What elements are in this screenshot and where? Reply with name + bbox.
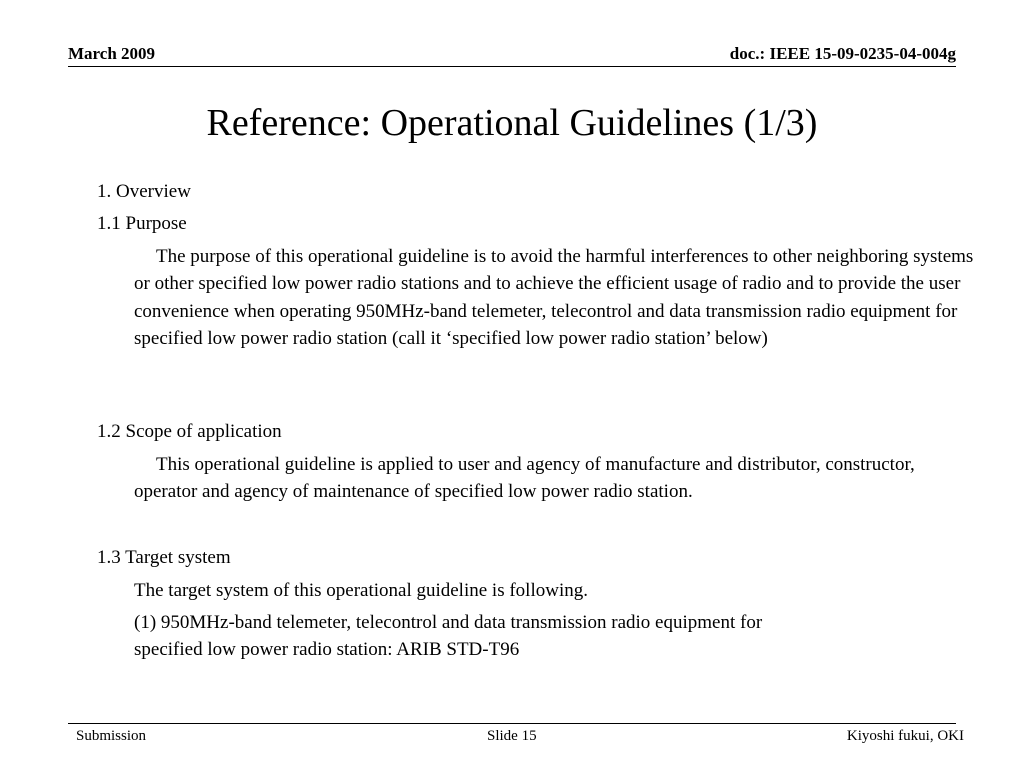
scope-heading: 1.2 Scope of application xyxy=(97,421,282,442)
header-divider xyxy=(68,66,956,67)
header-doc-id: doc.: IEEE 15-09-0235-04-004g xyxy=(729,44,956,63)
target-item-1-line-2: specified low power radio station: ARIB STD-T96 xyxy=(134,639,520,660)
scope-paragraph: This operational guideline is applied to user and agency of manufacture and distributor, constructor, operator and agency of maintenance of specified low power radio station. xyxy=(134,454,915,503)
header-date: March 2009 xyxy=(68,44,156,63)
slide-title: Reference: Operational Guidelines (1/3) xyxy=(206,102,818,144)
overview-heading: 1. Overview xyxy=(97,181,191,202)
target-heading: 1.3 Target system xyxy=(97,547,231,568)
footer-submission: Submission xyxy=(76,728,147,744)
purpose-paragraph: The purpose of this operational guideline is to avoid the harmful interferences to other neighboring systems or other specified low power radio stations and to achieve the efficient usage of radio and to provide the user convenience when operating 950MHz-band telemeter, telecontrol and data transmission radio equipment for specified low power radio station (call it ‘specified low power radio station’ below) xyxy=(134,246,974,350)
footer-divider xyxy=(68,723,956,724)
footer-author: Kiyoshi fukui, OKI xyxy=(846,728,964,744)
target-item-1-line-1: (1) 950MHz-band telemeter, telecontrol and data transmission radio equipment for xyxy=(134,612,763,633)
purpose-heading: 1.1 Purpose xyxy=(97,213,187,234)
target-intro: The target system of this operational guideline is following. xyxy=(134,580,588,601)
footer-slide-number: Slide 15 xyxy=(487,728,537,744)
